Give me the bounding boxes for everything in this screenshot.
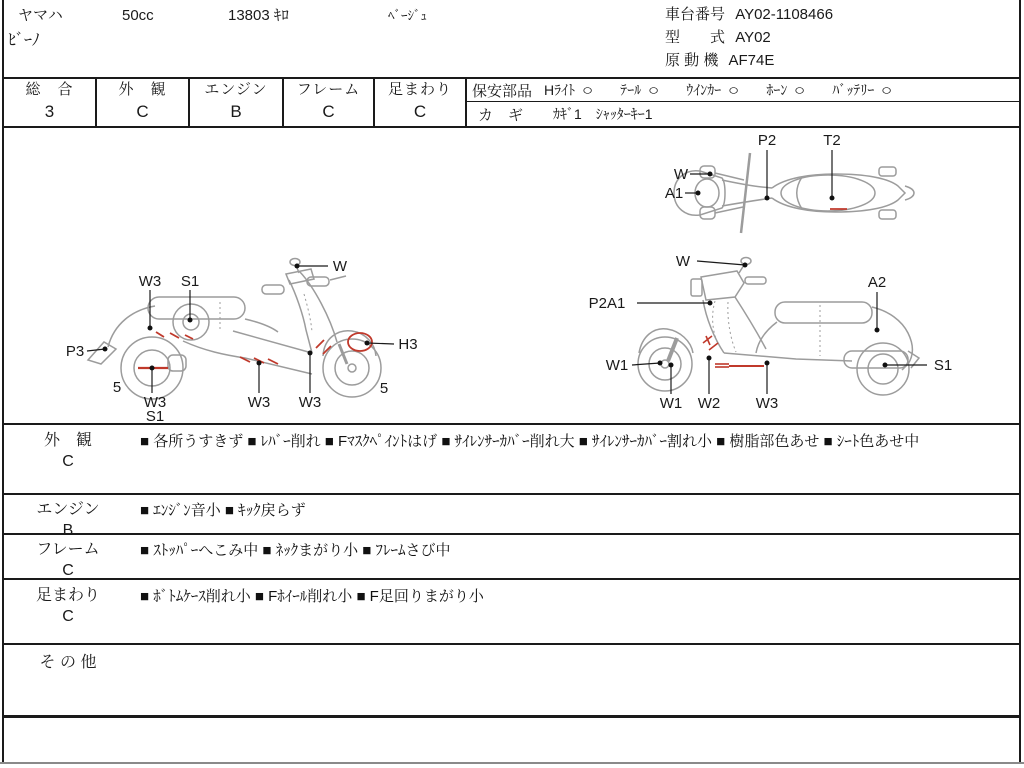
safety-item-tail — [620, 80, 658, 100]
grade-cell-overall — [4, 79, 95, 127]
damage-code-label: W — [673, 166, 689, 183]
model-code: AY02 — [735, 29, 771, 46]
section-grade: C — [62, 608, 74, 625]
safety-parts-row — [472, 79, 1016, 101]
damage-code-label: A1 — [664, 185, 684, 202]
grade-label: 総 合 — [25, 81, 74, 98]
section-notes: ■ ﾎﾞﾄﾑｹｰｽ削れ小 ■ Fﾎｲｰﾙ削れ小 ■ F足回りまがり小 — [140, 588, 484, 605]
scooter-right-side-view-diagram — [60, 252, 435, 422]
maker-name: ヤマハ — [18, 7, 63, 24]
section-notes: ■ ｴﾝｼﾞﾝ音小 ■ ｷｯｸ戻らず — [140, 502, 306, 519]
damage-code-label: A2 — [867, 274, 887, 291]
safety-item-name: ﾊﾞｯﾃﾘｰ — [832, 82, 875, 98]
model-code-row — [665, 28, 771, 48]
section-divider — [2, 423, 1021, 425]
bottom-border — [0, 762, 1024, 764]
damage-code-label: W1 — [605, 357, 629, 374]
footer-divider — [2, 715, 1021, 718]
grade-value: C — [136, 102, 149, 121]
chassis-row — [665, 5, 833, 25]
grade-label: エンジン — [204, 81, 268, 98]
grade-cell-engine — [190, 79, 282, 127]
section-divider — [2, 533, 1021, 535]
damage-code-label: W — [332, 258, 348, 275]
ok-circle-mark: ○ — [881, 82, 893, 99]
grade-value: B — [230, 102, 242, 121]
safety-item-name: ﾃｰﾙ — [620, 82, 642, 98]
grade-value: C — [413, 102, 427, 121]
chassis-number: AY02-1108466 — [735, 6, 834, 23]
scooter-outline — [88, 259, 381, 400]
safety-item-name: ｳｲﾝｶｰ — [686, 82, 722, 98]
body-color: ﾍﾞｰｼﾞｭ — [388, 8, 427, 23]
safety-parts-label: 保安部品 — [472, 82, 533, 100]
chassis-label: 車台番号 — [665, 6, 726, 23]
ok-circle-mark: ○ — [582, 82, 594, 99]
engine-code-label: 原 動 機 — [665, 52, 719, 69]
ok-circle-mark: ○ — [728, 82, 740, 99]
grade-value: C — [322, 102, 335, 121]
damage-code-label: P2 — [757, 132, 777, 149]
ok-circle-mark: ○ — [794, 82, 806, 99]
safety-item-battery — [832, 80, 891, 100]
damage-marks — [703, 336, 764, 367]
section-label: 外 観 — [43, 432, 92, 449]
damage-code-label: 5 — [112, 379, 122, 396]
model-code-label: 型 式 — [665, 29, 726, 46]
engine-code: AF74E — [728, 52, 775, 69]
section-grade: B — [62, 522, 74, 539]
damage-code-label: T2 — [823, 132, 841, 149]
damage-code-label: S1 — [933, 357, 953, 374]
section-label: エンジン — [36, 501, 100, 518]
key-label: カ ギ — [478, 106, 524, 124]
section-label-block — [8, 585, 128, 627]
grade-cell-frame — [284, 79, 373, 127]
leader-lines — [685, 150, 832, 198]
section-label: そ の 他 — [39, 654, 97, 671]
section-label-block — [8, 539, 128, 581]
section-label-block — [8, 652, 128, 673]
safety-box-middle-divider — [465, 101, 1021, 102]
safety-item-name: ﾎｰﾝ — [766, 82, 788, 98]
section-divider — [2, 643, 1021, 645]
section-label-block — [8, 499, 128, 541]
grade-cell-exterior — [97, 79, 188, 127]
displacement: 50cc — [122, 7, 154, 24]
grade-label: フレーム — [296, 81, 361, 98]
damage-code-label: W3 — [298, 394, 322, 411]
section-grade: C — [62, 453, 74, 470]
section-label: フレーム — [36, 541, 100, 558]
leader-lines — [87, 266, 394, 393]
scooter-left-side-view-diagram — [565, 252, 965, 422]
damage-code-label: W3 — [247, 394, 271, 411]
damage-code-label: P3 — [65, 343, 85, 360]
damage-code-label: S1 — [180, 273, 200, 290]
scooter-outline — [674, 153, 914, 233]
damage-code-label: 5 — [379, 380, 389, 397]
key-value: ｶｷﾞ1 ｼｬｯﾀｰｷｰ1 — [553, 106, 653, 122]
section-label-block — [8, 430, 128, 472]
damage-code-label: P2A1 — [588, 295, 626, 312]
damage-code-label: W3 — [755, 395, 779, 412]
grade-label: 外 観 — [118, 81, 167, 98]
damage-code-label: W3 — [138, 273, 162, 290]
damage-code-label: H3 — [398, 336, 418, 353]
safety-item-horn — [766, 80, 804, 100]
damage-code-label: W2 — [697, 395, 721, 412]
scooter-top-view-diagram — [650, 128, 940, 253]
section-grade: C — [62, 562, 74, 579]
key-row — [478, 103, 653, 125]
safety-item-name: Hﾗｲﾄ — [544, 82, 576, 98]
ok-circle-mark: ○ — [648, 82, 660, 99]
damage-code-label: W3 — [143, 394, 167, 411]
section-divider — [2, 493, 1021, 495]
damage-code-label: S1 — [145, 408, 165, 422]
grade-label: 足まわり — [387, 81, 452, 98]
section-divider — [2, 578, 1021, 580]
grade-cell-undercarriage — [375, 79, 465, 127]
right-border — [1019, 0, 1021, 764]
damage-code-label: W1 — [659, 395, 683, 412]
model-name: ﾋﾞｰﾉ — [8, 32, 41, 49]
grade-value: 3 — [44, 102, 55, 121]
safety-item-headlight — [544, 80, 592, 100]
section-label: 足まわり — [35, 587, 100, 604]
safety-item-winker — [686, 80, 738, 100]
damage-code-label: W — [675, 253, 691, 270]
safety-box-left-divider — [465, 77, 467, 128]
engine-code-row — [665, 51, 774, 71]
section-notes: ■ 各所うすきず ■ ﾚﾊﾞｰ削れ ■ Fﾏｽｸﾍﾟｲﾝﾄはげ ■ ｻｲﾚﾝｻｰｶﾊﾞｰ削れ大 ■ ｻｲﾚﾝｻｰｶﾊﾞｰ割れ小 ■ 樹脂部色あせ ■ ｼｰﾄ色あせ中 — [140, 433, 920, 450]
section-notes: ■ ｽﾄｯﾊﾟｰへこみ中 ■ ﾈｯｸまがり小 ■ ﾌﾚｰﾑさび中 — [140, 542, 451, 559]
mileage: 13803 ｷﾛ — [228, 7, 289, 24]
